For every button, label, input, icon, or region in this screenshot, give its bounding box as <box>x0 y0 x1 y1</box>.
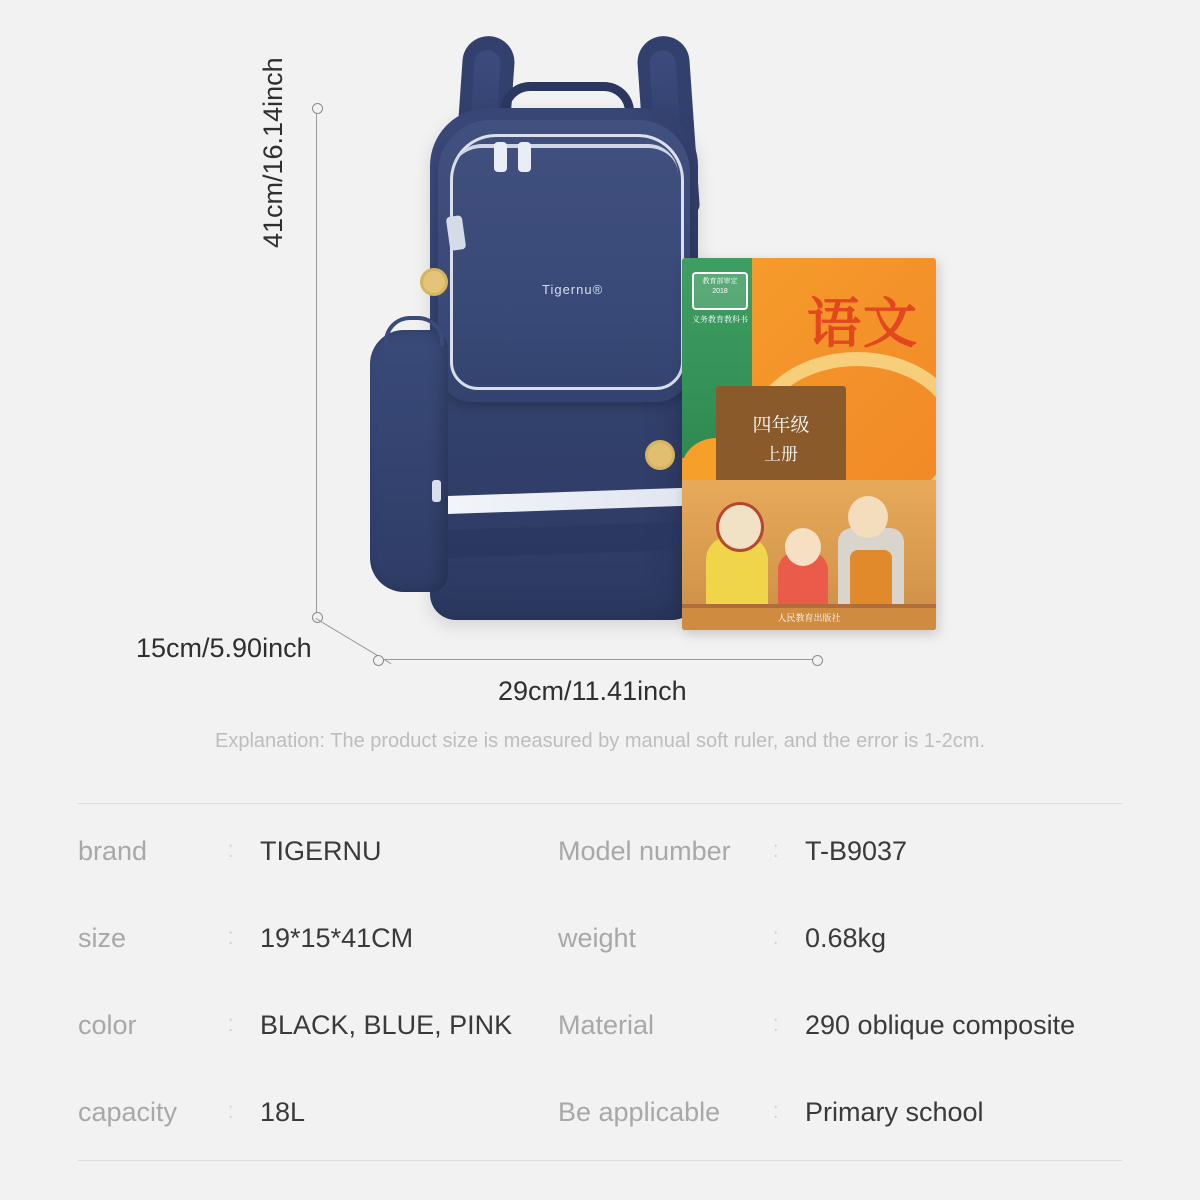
book-seal-text: 教育部审定 2018 <box>702 278 738 295</box>
book-publisher: 人民教育出版社 <box>682 608 936 630</box>
spec-table-rows <box>78 804 1122 1156</box>
spec-key: weight <box>558 923 637 953</box>
height-dimension-line <box>316 108 317 618</box>
book-volume: 上册 <box>764 445 798 465</box>
backpack-illustration <box>352 30 682 620</box>
spec-key: Material <box>558 1010 655 1040</box>
textbook-illustration <box>682 258 936 630</box>
spec-value: BLACK, BLUE, PINK <box>260 1010 513 1040</box>
book-approval-seal <box>692 272 748 310</box>
spec-cell-applicable <box>558 1097 1122 1128</box>
spec-table <box>78 803 1122 1156</box>
table-row <box>78 1069 1122 1156</box>
measurement-explanation: Explanation: The product size is measured by manual soft ruler, and the error is 1-2cm. <box>214 730 985 752</box>
spec-separator: ⁚ <box>228 1015 236 1035</box>
width-dimension-label: 29cm/11.41inch <box>498 676 687 706</box>
spec-cell-size <box>78 923 558 954</box>
spec-key: size <box>78 923 127 953</box>
book-figure-1-head <box>716 502 764 552</box>
side-pocket <box>370 330 448 592</box>
spec-cell-model-number <box>558 836 1122 867</box>
brand-logo-text: Tigernu® <box>542 282 604 297</box>
spec-key: Model number <box>558 836 731 866</box>
spec-value: TIGERNU <box>260 836 382 866</box>
spec-separator: ⁚ <box>773 1102 781 1122</box>
spec-separator: ⁚ <box>228 1102 236 1122</box>
table-row <box>78 982 1122 1069</box>
book-figure-2-head <box>785 528 821 566</box>
spec-cell-color <box>78 1010 558 1041</box>
spec-cell-material <box>558 1010 1122 1041</box>
spec-value: 290 oblique composite <box>805 1010 1076 1040</box>
gold-clip-right <box>645 440 675 470</box>
spec-value: Primary school <box>805 1097 984 1127</box>
zipper-pull-left <box>494 142 507 172</box>
spec-cell-brand <box>78 836 558 867</box>
spec-table-bottom-divider <box>78 1160 1122 1161</box>
spec-value: 18L <box>260 1097 306 1127</box>
spec-separator: ⁚ <box>228 928 236 948</box>
spec-cell-capacity <box>78 1097 558 1128</box>
spec-separator: ⁚ <box>228 841 236 861</box>
spec-cell-weight <box>558 923 1122 954</box>
table-row <box>78 808 1122 895</box>
spec-key: Be applicable <box>558 1097 721 1127</box>
book-figure-3-head <box>848 496 888 538</box>
zipper-pull-right <box>518 142 531 172</box>
spec-value: 19*15*41CM <box>260 923 414 953</box>
spec-key: color <box>78 1010 137 1040</box>
book-grade: 四年级 <box>752 414 810 436</box>
spec-separator: ⁚ <box>773 841 781 861</box>
book-figure-3-vest <box>850 550 892 610</box>
book-subtitle: 义务教育教科书 <box>692 315 748 324</box>
zipper-line <box>452 144 678 174</box>
spec-value: T-B9037 <box>805 836 908 866</box>
spec-key: brand <box>78 836 148 866</box>
spec-separator: ⁚ <box>773 928 781 948</box>
spec-separator: ⁚ <box>773 1015 781 1035</box>
depth-dimension-label: 15cm/5.90inch <box>136 633 312 663</box>
spec-key: capacity <box>78 1097 178 1127</box>
gold-clip-left <box>420 268 448 296</box>
side-pocket-zipper <box>432 480 441 502</box>
height-dimension-label: 41cm/16.14inch <box>258 57 288 248</box>
width-dimension-line <box>378 659 818 660</box>
spec-value: 0.68kg <box>805 923 887 953</box>
table-row <box>78 895 1122 982</box>
book-title: 语文 <box>807 292 919 355</box>
